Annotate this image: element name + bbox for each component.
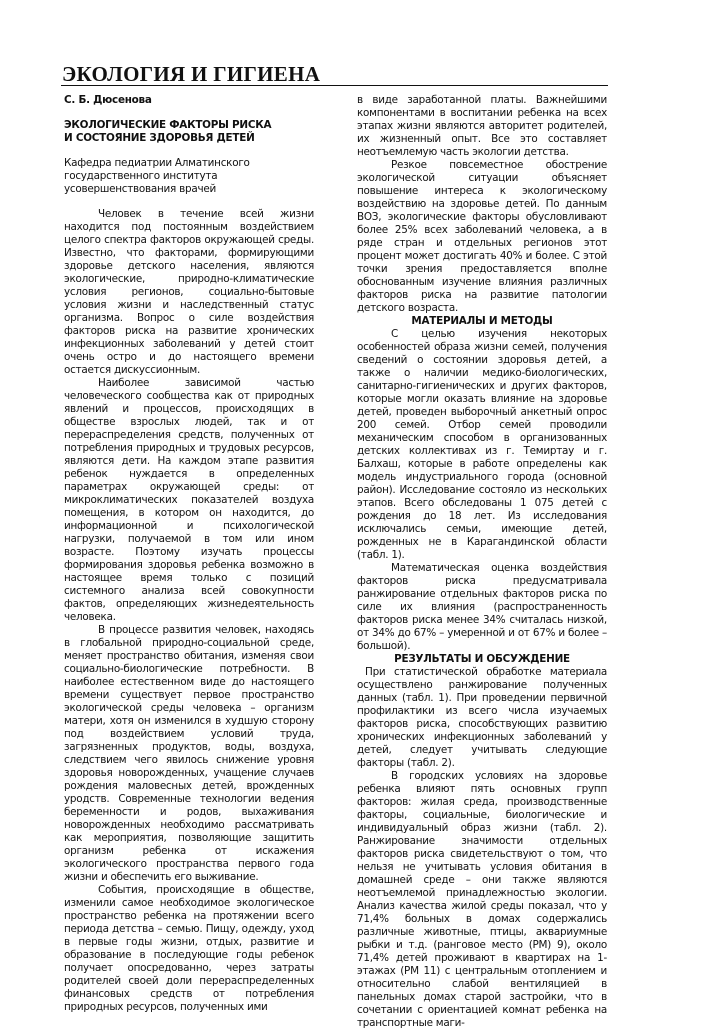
article-author: С. Б. Дюсенова <box>64 94 152 106</box>
body-paragraph: Наиболее зависимой частью человеческого сообщества как от природных явлений и процессов, происходящих в обществе взрослых людей, так и от перераспределения средств, полученных от потребления природных и трудовых ресурсов, являются дети. На каждом этапе развития ребенок нуждается в определенных параметрах окружающей среды: от микроклиматических показателей воздуха помещения, в котором он находится, до информационной и психологической нагрузки, получаемой в том или ином возрасте. Поэтому изучать процессы формирования здоровья ребенка возможно в настоящее время только с позиций системного анализа всей совокупности фактов, определяющих жизнедеятельность человека. <box>64 377 314 623</box>
body-paragraph: При статистической обработке материала осуществлено ранжирование полученных данных (табл. 1). При проведении первичной профилактики из всего числа изучаемых факторов риска, способствующих развитию хронических инфекционных заболеваний у детей, следует учитывать следующие факторы (табл. 2). <box>357 666 607 769</box>
journal-section-title: ЭКОЛОГИЯ И ГИГИЕНА <box>62 62 321 86</box>
body-paragraph: Математическая оценка воздействия факторов риска предусматривала ранжирование отдельных факторов риска по силе их влияния (распространенность факторов риска менее 34% считалась низкой, от 34% до 67% – умеренной и от 67% и более – большой). <box>357 562 607 652</box>
body-paragraph: В процессе развития человек, находясь в глобальной природно-социальной среде, меняет пространство обитания, изменяя свои социально-биологические потребности. В наиболее естественном виде до настоящего времени существует первое пространство экологической среды человека – организм матери, хотя он изменился в худшую сторону под воздействием условий труда, загрязненных продуктов, воды, воздуха, следствием чего явилось снижение уровня здоровья новорожденных, учащение случаев рождения маловесных детей, врожденных уродств. Современные технологии ведения беременности и родов, выхаживания новорожденных необходимо рассматривать как мероприятия, позволяющие защитить организм ребенка от искажения экологического пространства первого года жизни и обеспечить его выживание. <box>64 624 314 883</box>
right-column <box>357 94 607 1030</box>
body-paragraph: Резкое повсеместное обострение экологической ситуации объясняет повышение интереса к экологическому воздействию на здоровье детей. По данным ВОЗ, экологические факторы обусловливают более 25% всех заболеваний человека, а в ряде стран и отдельных регионов этот процент может достигать 40% и более. С этой точки зрения предоставляется вполне обоснованным изучение влияния различных факторов риска на развитие патологии детского возраста. <box>357 159 607 314</box>
section-heading-results: РЕЗУЛЬТАТЫ И ОБСУЖДЕНИЕ <box>394 653 570 665</box>
article-title <box>64 119 314 145</box>
body-paragraph: С целью изучения некоторых особенностей образа жизни семей, получения сведений о состоянии здоровья детей, а также о наличии медико-биологических, санитарно-гигиенических и других факторов, которые могли оказать влияние на здоровье детей, проведен выборочный анкетный опрос 200 семей. Отбор семей проводили механическим способом в организованных детских коллективах из г. Темиртау и г. Балхаш, которые в работе определены как модель индустриального города (основной район). Исследование состояло из нескольких этапов. Всего обследованы 1 075 детей с рождения до 18 лет. Из исследования исключались семьи, имеющие детей, рожденных не в Карагандинской области (табл. 1). <box>357 328 607 561</box>
article-title-line-2: И СОСТОЯНИЕ ЗДОРОВЬЯ ДЕТЕЙ <box>64 132 255 144</box>
body-paragraph-continuation: в виде заработанной платы. Важнейшими компонентами в воспитании ребенка на всех этапах жизни являются авторитет родителей, их жизненный опыт. Все это составляет неотъемлемую часть экологии детства. <box>357 94 607 158</box>
section-heading-methods: МАТЕРИАЛЫ И МЕТОДЫ <box>411 315 553 327</box>
body-paragraph: В городских условиях на здоровье ребенка влияют пять основных групп факторов: жилая среда, производственные факторы, социальные, биологические и индивидуальный образ жизни (табл. 2). Ранжирование значимости отдельных факторов риска свидетельствуют о том, что нельзя не учитывать условия обитания в домашней среде – они также являются неотъемлемой принадлежностью экологии. Анализ качества жилой среды показал, что у 71,4% больных в домах содержались различные животные, птицы, аквариумные рыбки и т.д. (ранговое место (РМ) 9), около 71,4% детей проживают в квартирах на 1-этажах (РМ 11) с центральным отоплением и относительно слабой вентиляцией в панельных домах старой застройки, что в сочетании с ориентацией комнат ребенка на транспортные маги- <box>357 770 607 1029</box>
body-paragraph: События, происходящие в обществе, изменили самое необходимое экологическое пространство ребенка на протяжении всего периода детства – семью. Пищу, одежду, уход в первые годы жизни, отдых, развитие и образование в последующие годы ребенок получает опосредованно, через затраты родителей своей доли перераспределенных финансовых средств от потребления природных ресурсов, полученных ими <box>64 884 314 1013</box>
body-paragraph: Человек в течение всей жизни находится под постоянным воздействием целого спектра факторов окружающей среды. Известно, что факторами, формирующими здоровье детского населения, являются экологические, природно-климатические условия регионов, социально-бытовые условия жизни и наследственный статус организма. Вопрос о силе воздействия факторов риска на развитие хронических инфекционных заболеваний у детей стоит очень остро и до настоящего времени остается дискуссионным. <box>64 208 314 376</box>
left-column <box>64 94 314 1014</box>
header-rule <box>61 85 608 86</box>
article-title-line-1: ЭКОЛОГИЧЕСКИЕ ФАКТОРЫ РИСКА <box>64 119 272 131</box>
article-affiliation: Кафедра педиатрии Алматинского государственного института усовершенствования врачей <box>64 157 250 195</box>
